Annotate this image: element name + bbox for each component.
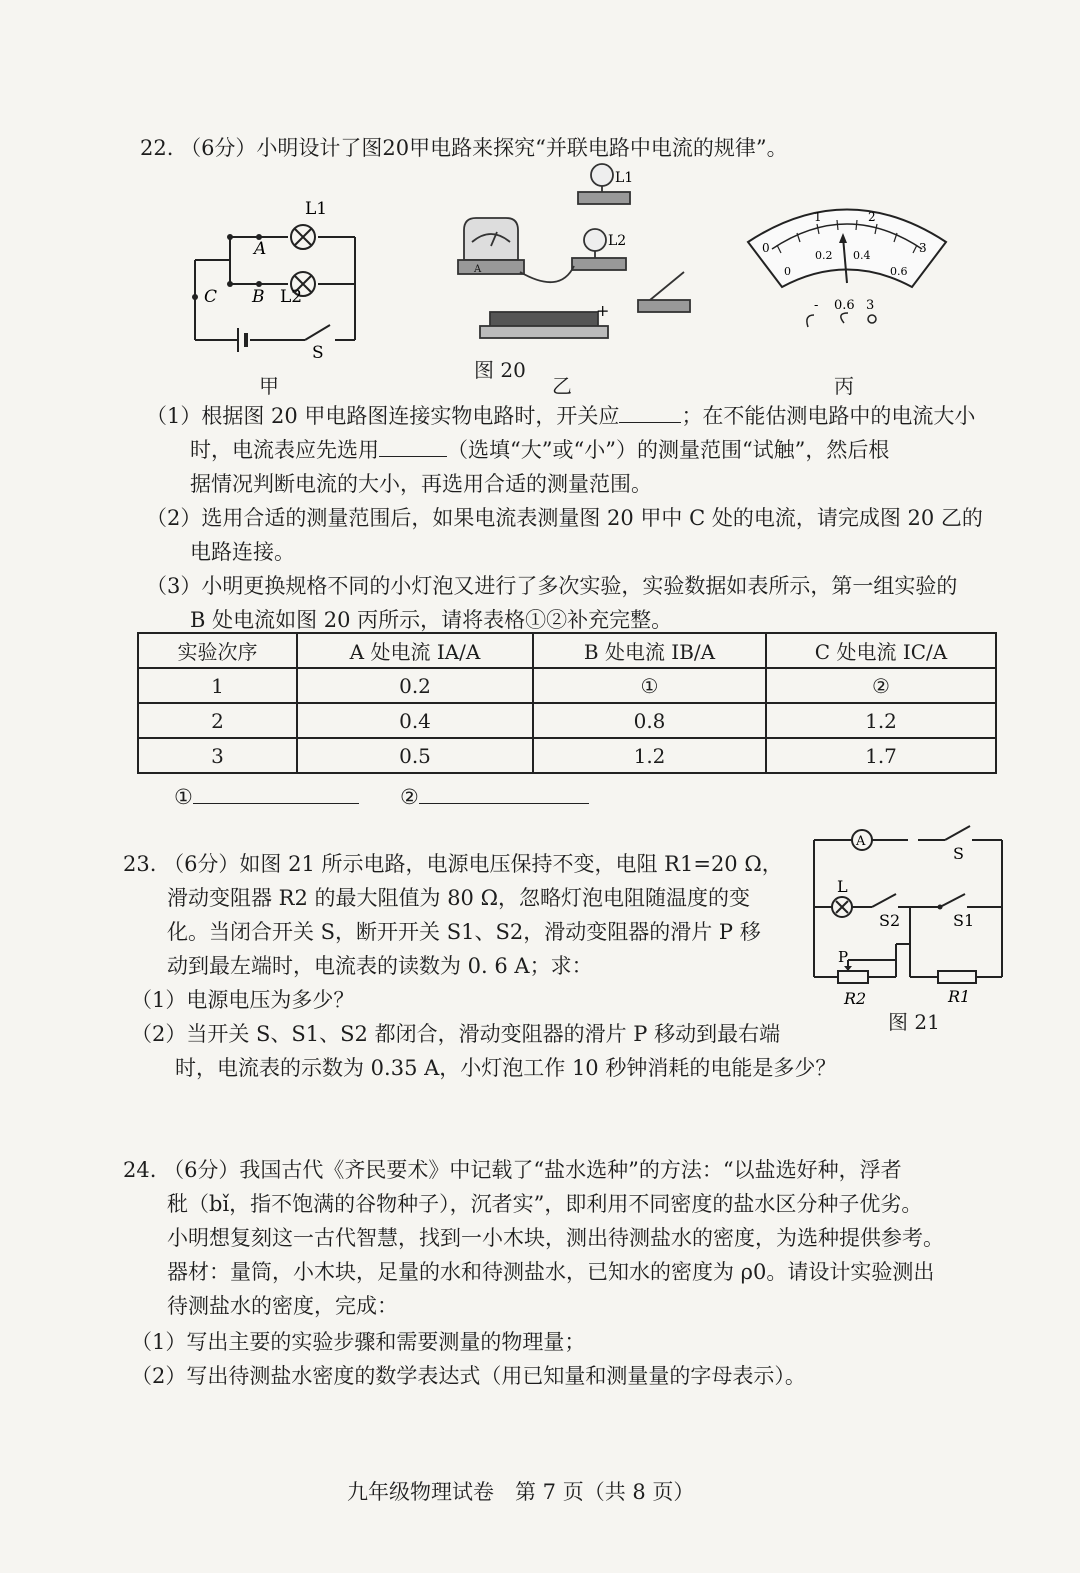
answer-line-1: ① [174,780,359,814]
label-yi-plus: + [596,301,610,320]
label-c: C [204,287,218,307]
circuit-diagram-fig21 [800,822,1015,1012]
ammeter-dial-bing [742,197,952,337]
table-cell: 0.4 [297,703,533,738]
label-bing: 丙 [834,374,854,398]
fig21-label-l: L [837,877,848,896]
dial-bottom-1: 0.2 [815,249,833,262]
label-yi: 乙 [552,374,572,398]
table-header: A 处电流 IA/A [297,633,533,668]
fig21-label-r2: R2 [844,989,867,1008]
q24-line3: 小明想复刻这一古代智慧，找到一小木块，测出待测盐水的密度，为选种提供参考。 [167,1226,944,1250]
table-header: B 处电流 IB/A [533,633,766,668]
fig21-label-p: P [838,948,849,966]
experiment-table [137,632,997,774]
dial-bottom-3: 0.6 [890,265,908,278]
q23-line1: 23. （6分）如图 21 所示电路，电源电压保持不变，电阻 R1=20 Ω， [123,852,783,876]
table-header: 实验次序 [138,633,297,668]
table-cell: 0.2 [297,668,533,703]
q24-line1: 24. （6分）我国古代《齐民要术》中记载了“盐水选种”的方法：“以盐选好种，浮者 [123,1158,902,1182]
q23-line3: 化。当闭合开关 S，断开开关 S1、S2，滑动变阻器的滑片 P 移 [167,920,761,944]
fig21-label-s1: S1 [953,911,975,930]
figure-20-caption: 图 20 [474,358,526,382]
table-cell: 2 [138,703,297,738]
dial-top-0: 0 [762,241,770,255]
q22-part1-line1: （1）根据图 20 甲电路图连接实物电路时，开关应 ；在不能估测电路中的电流大小 [146,399,975,433]
dial-bottom-2: 0.4 [853,249,871,262]
table-row [138,703,996,738]
q24-part1: （1）写出主要的实验步骤和需要测量的物理量； [131,1330,586,1354]
dial-top-3: 3 [919,241,927,255]
answer-line-2: ② [400,780,589,814]
table-cell: 1.7 [766,738,996,773]
q22-part3-line1: （3）小明更换规格不同的小灯泡又进行了多次实验，实验数据如表所示，第一组实验的 [146,574,958,598]
q24-line4: 器材：量筒，小木块，足量的水和待测盐水，已知水的密度为 ρ0。请设计实验测出 [167,1260,935,1284]
table-header: C 处电流 IC/A [766,633,996,668]
table-header-row [138,633,996,668]
q23-part2-line1: （2）当开关 S、S1、S2 都闭合，滑动变阻器的滑片 P 移动到最右端 [131,1022,781,1046]
figure-21-caption: 图 21 [888,1010,940,1034]
q22-part3-line2: B 处电流如图 20 丙所示，请将表格①②补充完整。 [190,608,673,632]
page-footer: 九年级物理试卷 第 7 页（共 8 页） [347,1480,695,1504]
dial-top-1: 1 [814,210,822,224]
label-l1: L1 [305,199,328,219]
table-cell: 3 [138,738,297,773]
table-cell: 0.5 [297,738,533,773]
q22-part1-line3: 据情况判断电流的大小，再选用合适的测量范围。 [190,472,652,496]
terminal-0-6: 0.6 [834,298,855,313]
q23-line4: 动到最左端时，电流表的读数为 0. 6 A；求： [167,954,593,978]
fig21-label-r1: R1 [948,987,971,1006]
q22-part2-line1: （2）选用合适的测量范围后，如果电流表测量图 20 甲中 C 处的电流，请完成图 20 乙的 [146,506,983,530]
table-cell: 1.2 [766,703,996,738]
fig21-label-s2: S2 [879,911,901,930]
svg-text:A: A [474,264,482,275]
circuit-diagram-jia [180,192,370,372]
label-b: B [252,287,265,307]
q24-line2: 秕（bǐ，指不饱满的谷物种子），沉者实”，即利用不同密度的盐水区分种子优劣。 [167,1192,923,1216]
terminal-minus: - [814,298,819,313]
terminal-3: 3 [866,298,875,313]
label-yi-l1: L1 [615,170,634,186]
label-yi-l2: L2 [608,233,627,249]
q24-line5: 待测盐水的密度，完成： [167,1294,398,1318]
dial-top-2: 2 [868,210,876,224]
fig21-label-s: S [953,844,964,863]
fig21-ammeter-label: A [856,834,866,849]
label-l2: L2 [280,287,303,307]
q24-part2: （2）写出待测盐水密度的数学表达式（用已知量和测量量的字母表示）。 [131,1364,806,1388]
table-cell: ② [766,668,996,703]
answer-blank[interactable] [419,781,589,804]
q23-part2-line2: 时，电流表的示数为 0.35 A，小灯泡工作 10 秒钟消耗的电能是多少？ [175,1056,837,1080]
table-cell: 1.2 [533,738,766,773]
label-s: S [312,343,324,363]
q22-stem: 22. （6分）小明设计了图20甲电路来探究“并联电路中电流的规律”。 [140,136,788,160]
table-row [138,668,996,703]
q22-part2-line2: 电路连接。 [190,540,295,564]
answer-blank[interactable] [193,781,359,804]
answer-blank[interactable] [619,400,681,423]
table-row [138,738,996,773]
physical-components-yi [450,160,710,355]
label-a: A [254,239,267,259]
q23-line2: 滑动变阻器 R2 的最大阻值为 80 Ω，忽略灯泡电阻随温度的变 [167,886,751,910]
answer-blank[interactable] [379,434,447,457]
dial-bottom-0: 0 [784,265,791,278]
table-cell: ① [533,668,766,703]
table-cell: 1 [138,668,297,703]
label-jia: 甲 [259,374,279,398]
q23-part1: （1）电源电压为多少？ [131,988,355,1012]
table-cell: 0.8 [533,703,766,738]
q22-part1-line2: 时，电流表应先选用 （选填“大”或“小”）的测量范围“试触”，然后根 [190,433,889,467]
